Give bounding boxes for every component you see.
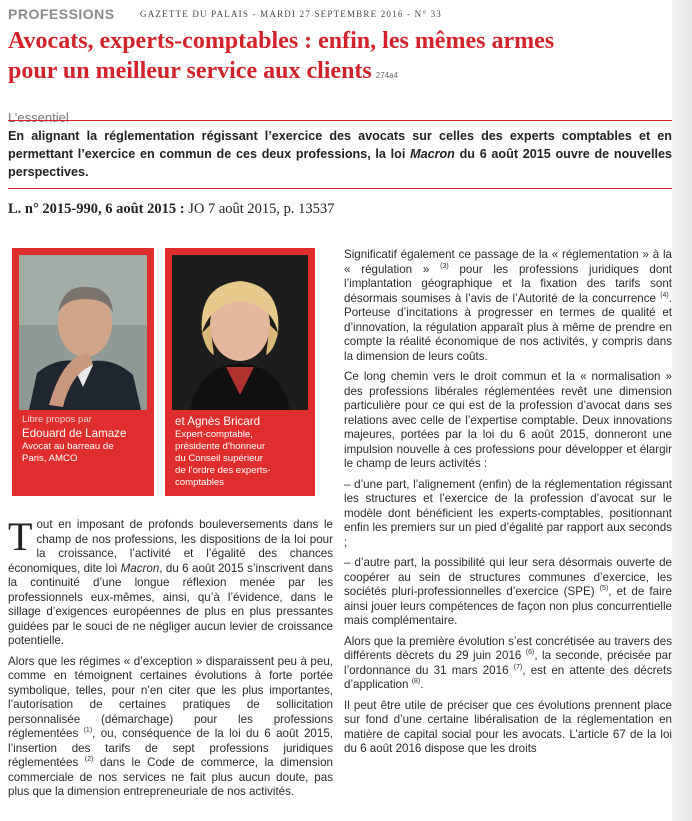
author-caption-lamaze: Libre propos par Edouard de Lamaze Avocat au barreau de Paris, AMCO xyxy=(22,414,127,464)
drop-cap: T xyxy=(8,514,33,559)
paragraph: Alors que la première évolution s’est concrétisée au travers des différents décrets du 29 juin 2016 $^{(6)}$, la seconde, précisée par l’ordonnance du 31 mars 2016 $^{(7)}$, est en attente des décrets d’application $^{(8)}$. xyxy=(344,634,672,691)
author-caption-bricard: et Agnès Bricard Expert-comptable, présidente d’honneur du Conseil supérieur de l’ordre des experts- comptables xyxy=(175,415,271,488)
author-photo-lamaze xyxy=(19,255,147,410)
author-name: Edouard de Lamaze xyxy=(22,427,127,440)
author-name: et Agnès Bricard xyxy=(175,415,261,428)
section-label: PROFESSIONS xyxy=(8,6,115,22)
article-title-line-2: pour un meilleur service aux clients xyxy=(8,58,372,84)
body-column-right xyxy=(344,248,672,763)
summary-top-rule xyxy=(8,120,672,121)
law-reference: L. n° 2015-990, 6 août 2015 : JO 7 août 2015, p. 13537 xyxy=(8,201,335,217)
summary-text: En alignant la réglementation régissant l’exercice des avocats sur celles des experts comptables et en permettant l’exercice en commun de ces deux professions, la loi Macron du 6 août 2015 ouvre de nouvelles perspectives. xyxy=(8,129,672,179)
paragraph: Ce long chemin vers le droit commun et la « normalisation » des professions libérales réglementées revêt une dimension particulière pour ce qui est de la profession d’avocat dans ses relations avec celle de l’expertise comptable. Deux innovations majeures, portées par la loi du 6 août 2015, donneront une impulsion nouvelle à ces professions pour développer et élargir le champ de leurs activités : xyxy=(344,370,672,470)
summary-label: L’essentiel xyxy=(8,110,69,125)
paragraph: – d’une part, l’alignement (enfin) de la réglementation régissant les structures et l’exercice de la profession d’avocat sur le modèle dont bénéficient les experts-comptables, positionnant enfin les premiers sur un pied d’égalité par rapport aux seconds ; xyxy=(344,477,672,549)
publication-line: GAZETTE DU PALAIS - MARDI 27 SEPTEMBRE 2016 - N° 33 xyxy=(140,9,442,19)
author-card-lamaze xyxy=(12,248,154,496)
paragraph: Tout en imposant de profonds bouleversements dans le champ de nos professions, les dispositions de la loi pour la croissance, l’activité et l’égalité des chances économiques, dite loi Macron, du 6 août 2015 s’inscrivent dans la continuité d’une longue réflexion menée par les professionnels eux-mêmes, ainsi, qu’à l’évidence, dans le sillage d’exigences européennes de plus en plus pressantes guidées par le souci de ne négliger aucun levier de croissance potentielle. xyxy=(8,514,333,647)
article-title xyxy=(8,26,628,91)
author-photo-bricard xyxy=(172,255,308,410)
article-title-line-1: Avocats, experts-comptables : enfin, les mêmes armes xyxy=(8,28,555,54)
paragraph: Significatif également ce passage de la « réglementation » à la « régulation » $^{(3)}$ pour les professions juridiques dont l’implantation géographique et la fixation des tarifs sont désormais soumises à l’avis de l’Autorité de la concurrence $^{(4)}$. Porteuse d’incitations à progresser en termes de qualité et d’innovation, la régulation apparaît plus à même de prendre en compte la réalité économique de nos activités, y compris dans la dimension de leurs coûts. xyxy=(344,248,672,363)
page-header xyxy=(0,4,672,24)
adjacent-page-margin xyxy=(672,0,692,821)
summary-bottom-rule xyxy=(8,188,672,189)
paragraph: Alors que les régimes « d’exception » disparaissent peu à peu, comme en témoignent certaines évolutions à forte portée symbolique, telles, pour n’en citer que les plus importantes, l’autorisation de certaines pratiques de sollicitation personnalisée (démarchage) pour les professions réglementées $^{(1)}$, ou, conséquence de la loi du 6 août 2015, l’insertion des tarifs de sept professions juridiques réglementées $^{(2)}$ dans le Code de commerce, la dimension commerciale de nos services ne fait plus aucun doute, pas plus que la dimension entrepreneuriale de nos activités. xyxy=(8,654,334,798)
author-card-bricard xyxy=(165,248,315,496)
body-column-left xyxy=(8,514,334,806)
paragraph: – d’autre part, la possibilité qui leur sera désormais ouverte de coopérer au sein de structures communes d’exercice, les sociétés pluri-professionnelles d’exercice (SPE) $^{(5)}$, et de faire ainsi jouer leurs compétences de façon non plus concurrentielle mais complémentaire. xyxy=(344,556,672,627)
paragraph: Il peut être utile de préciser que ces évolutions prennent place sur fond d’une certaine libéralisation de la réglementation en matière de capital social pour les avocats. L’article 67 de la loi du 6 août 2016 dispose que les droits xyxy=(344,698,672,755)
article-code: 274a4 xyxy=(375,71,399,80)
